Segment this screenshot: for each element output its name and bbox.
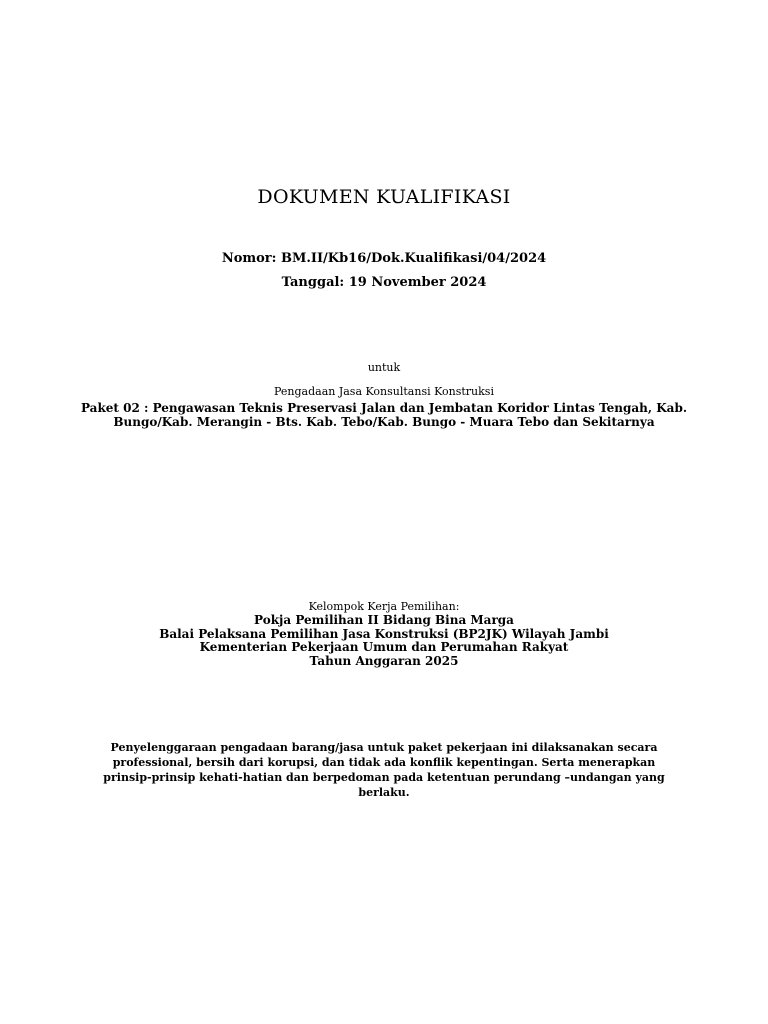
working-group-line-4: Tahun Anggaran 2025 — [309, 654, 459, 668]
procurement-type: Pengadaan Jasa Konsultansi Konstruksi — [274, 385, 494, 398]
working-group-label: Kelompok Kerja Pemilihan: — [308, 600, 460, 613]
package-title-line-1: Paket 02 : Pengawasan Teknis Preservasi Jalan dan Jembatan Koridor Lintas Tengah, Kab. — [80, 401, 688, 415]
document-title: DOKUMEN KUALIFIKASI — [257, 186, 511, 208]
document-number: Nomor: BM.II/Kb16/Dok.Kualifikasi/04/2024 — [221, 251, 547, 266]
working-group-line-1: Pokja Pemilihan II Bidang Bina Marga — [254, 613, 514, 627]
working-group-line-3: Kementerian Pekerjaan Umum dan Perumahan Rakyat — [199, 640, 569, 654]
integrity-statement-line-4: berlaku. — [358, 786, 410, 799]
document-date: Tanggal: 19 November 2024 — [281, 275, 487, 290]
package-title-line-2: Bungo/Kab. Merangin - Bts. Kab. Tebo/Kab. Bungo - Muara Tebo dan Sekitarnya — [113, 415, 655, 429]
integrity-statement-line-2: professional, bersih dari korupsi, dan tidak ada konflik kepentingan. Serta menerapkan — [112, 756, 656, 769]
untuk-label: untuk — [367, 361, 401, 374]
working-group-line-2: Balai Pelaksana Pemilihan Jasa Konstruksi (BP2JK) Wilayah Jambi — [159, 627, 609, 641]
integrity-statement-line-3: prinsip-prinsip kehati-hatian dan berpedoman pada ketentuan perundang –undangan yang — [103, 771, 665, 784]
integrity-statement-line-1: Penyelenggaraan pengadaan barang/jasa untuk paket pekerjaan ini dilaksanakan secara — [110, 741, 658, 754]
